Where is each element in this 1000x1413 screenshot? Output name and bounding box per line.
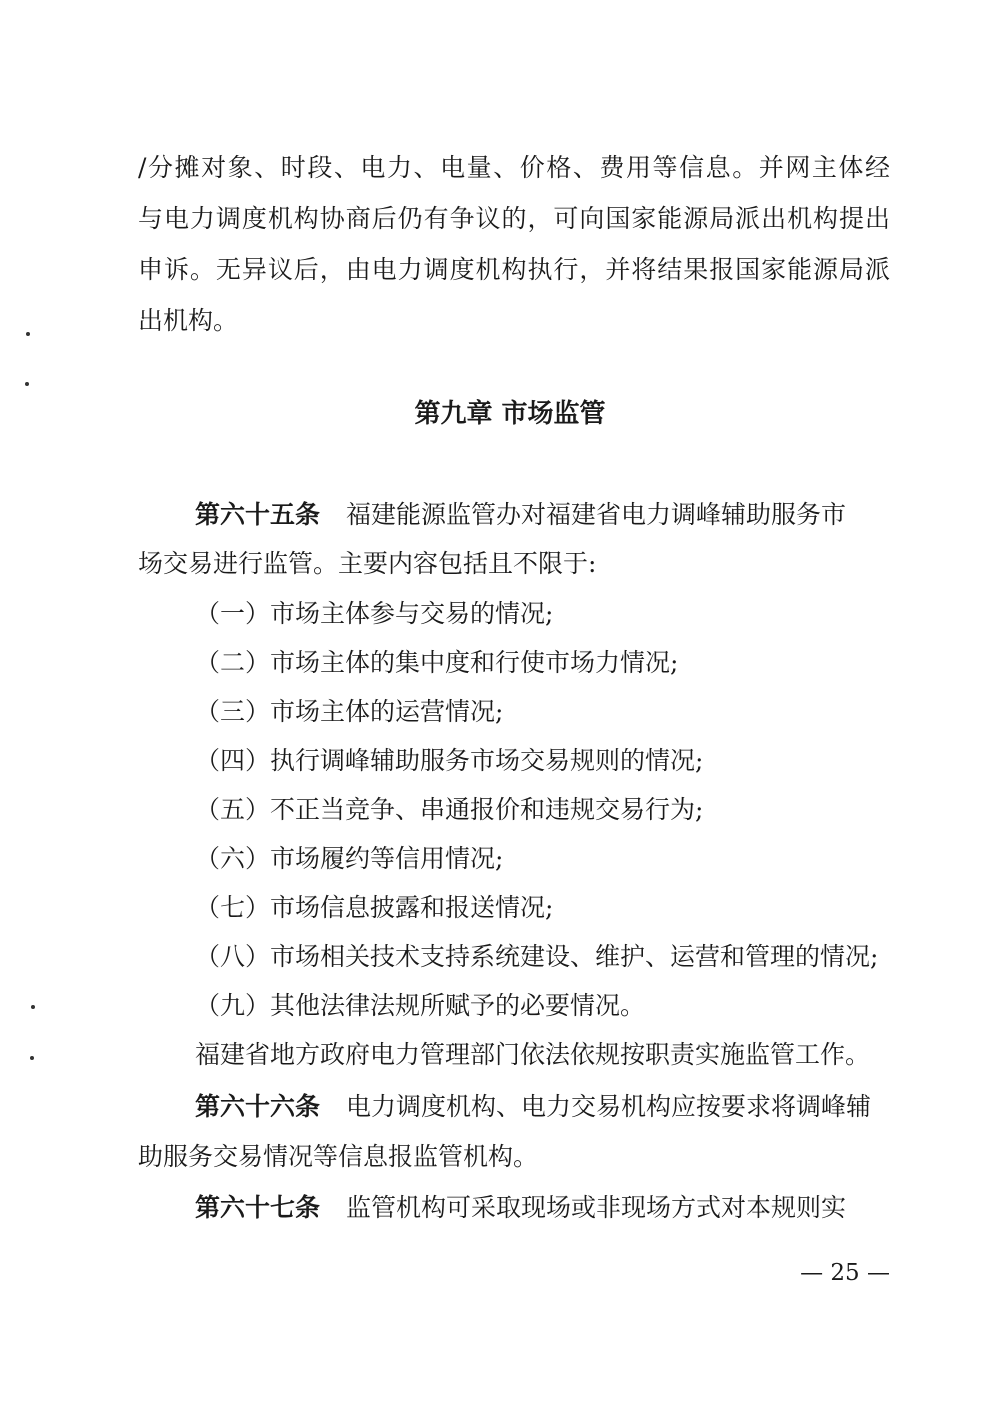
article-67-text: 监管机构可采取现场或非现场方式对本规则实 [346,1193,847,1222]
list-item: （八）市场相关技术支持系统建设、维护、运营和管理的情况; [195,942,879,971]
list-item: （六）市场履约等信用情况; [195,844,504,873]
paragraph-line: 申诉。无异议后，由电力调度机构执行，并将结果报国家能源局派 [138,255,890,284]
chapter-title: 第九章 市场监管 [414,399,606,429]
article-65-closing: 福建省地方政府电力管理部门依法依规按职责实施监管工作。 [195,1040,871,1069]
article-66-line-2: 助服务交易情况等信息报监管机构。 [138,1142,539,1171]
list-item: （二）市场主体的集中度和行使市场力情况; [195,648,679,677]
list-item: （三）市场主体的运营情况; [195,697,504,726]
article-65-text: 福建能源监管办对福建省电力调峰辅助服务市 [346,500,847,529]
article-67-line-1 [195,1190,890,1226]
list-item: （五）不正当竞争、串通报价和违规交易行为; [195,795,704,824]
page-number: — 25 — [800,1260,890,1286]
article-65-label: 第六十五条 [195,500,321,529]
article-65-line-1 [195,497,890,533]
list-item: （一）市场主体参与交易的情况; [195,599,554,628]
paragraph-line: 出机构。 [138,306,239,335]
article-65-line-2: 场交易进行监管。主要内容包括且不限于: [138,549,597,578]
binding-dot [26,332,30,336]
paragraph-line: /分摊对象、时段、电力、电量、价格、费用等信息。并网主体经 [138,153,890,182]
list-item: （四）执行调峰辅助服务市场交易规则的情况; [195,746,704,775]
binding-dot [31,1005,35,1009]
binding-dot [25,382,29,386]
article-67-label: 第六十七条 [195,1193,321,1222]
list-item: （九）其他法律法规所赋予的必要情况。 [195,991,646,1020]
article-66-text: 电力调度机构、电力交易机构应按要求将调峰辅 [346,1092,872,1121]
article-66-line-1 [195,1089,890,1125]
list-item: （七）市场信息披露和报送情况; [195,893,554,922]
paragraph-line: 与电力调度机构协商后仍有争议的，可向国家能源局派出机构提出 [138,204,890,233]
article-66-label: 第六十六条 [195,1092,321,1121]
binding-dot [30,1056,34,1060]
